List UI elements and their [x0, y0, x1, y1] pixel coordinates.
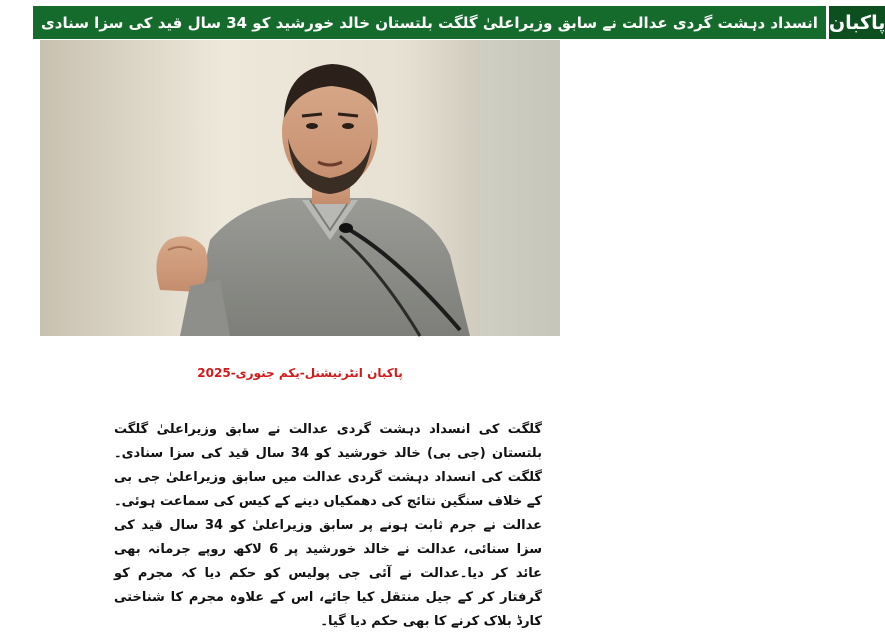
news-photo [40, 40, 560, 336]
article-body: گلگت کی انسداد دہشت گردی عدالت نے سابق وزیراعلیٰ گلگت بلتستان (جی بی) خالد خورشید کو 34 سال قید کی سزا سنادی۔گلگت کی انسداد دہشت گردی عدالت میں سابق وزیراعلیٰ جی بی کے خلاف سنگین نتائج کی دھمکیاں دینے کے کیس کی سماعت ہوئی۔عدالت نے جرم ثابت ہونے پر سابق وزیراعلیٰ کو 34 سال قید کی سزا سنائی، عدالت نے خالد خورشید پر 6 لاکھ روپے جرمانہ بھی عائد کر دیا۔عدالت نے آئی جی پولیس کو حکم دیا کہ مجرم کو گرفتار کر کے جیل منتقل کیا جائے، اس کے علاوہ مجرم کا شناختی کارڈ بلاک کرنے کا بھی حکم دیا گیا۔ [114, 422, 542, 629]
dateline: پاکبان انٹرنیشنل-یکم جنوری-2025 [197, 366, 403, 380]
headline: انسداد دہشت گردی عدالت نے سابق وزیراعلیٰ گلگت بلتستان خالد خورشید کو 34 سال قید کی سزا سنادی [33, 6, 826, 39]
header-bar [33, 6, 885, 39]
speaker-photo-illustration [40, 40, 560, 336]
brand-logo: پاکبان [826, 6, 885, 39]
